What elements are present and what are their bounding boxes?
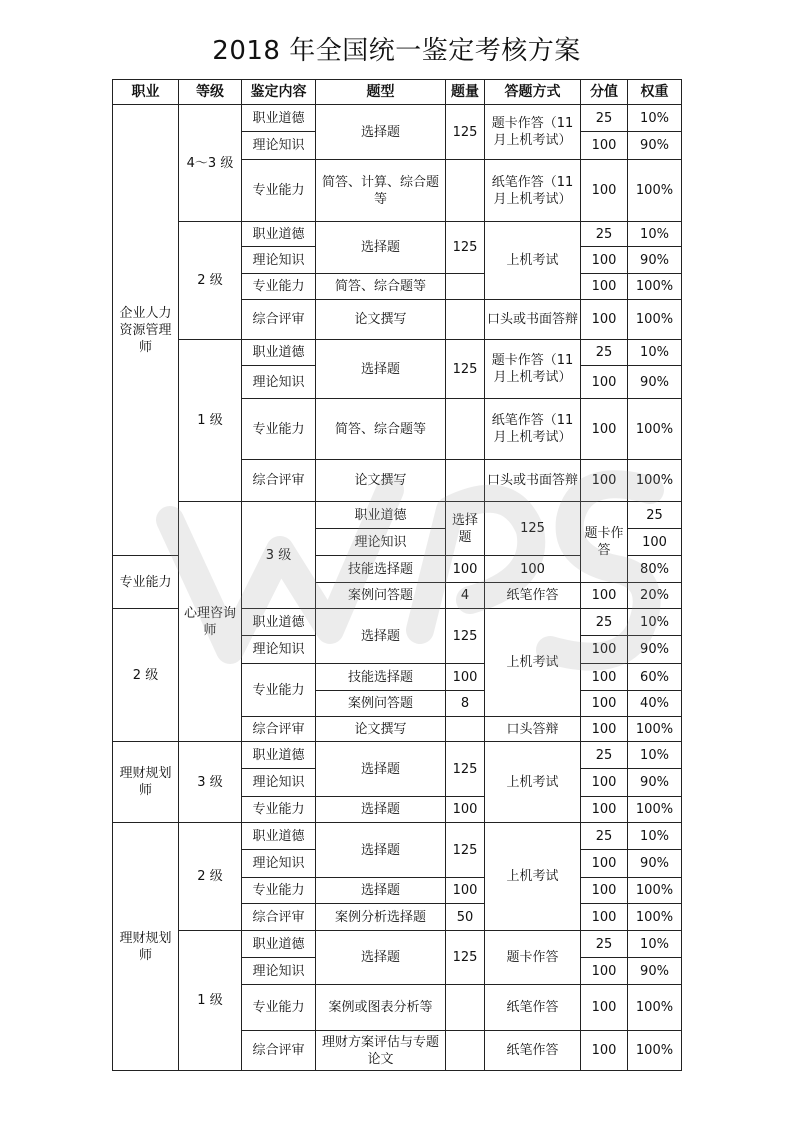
- type-cell: 选择题: [316, 823, 446, 878]
- header-row: [113, 80, 682, 105]
- level-cell: 2 级: [179, 823, 242, 931]
- score-cell: 100: [581, 664, 628, 691]
- weight-cell: 90%: [628, 636, 682, 664]
- content-cell: 职业道德: [242, 609, 316, 636]
- qty-cell: [446, 1031, 485, 1071]
- weight-cell: 100%: [628, 985, 682, 1031]
- score-cell: 100: [581, 636, 628, 664]
- method-cell: 纸笔作答: [485, 1031, 581, 1071]
- type-cell: 案例问答题: [316, 691, 446, 717]
- weight-cell: 90%: [628, 132, 682, 160]
- header-occupation: 职业: [113, 80, 179, 105]
- level-cell: 3 级: [179, 742, 242, 823]
- weight-cell: 90%: [628, 769, 682, 797]
- weight-cell: 100%: [628, 460, 682, 502]
- score-cell: 100: [581, 399, 628, 460]
- weight-cell: 100%: [628, 878, 682, 904]
- table-row: [113, 742, 682, 769]
- occupation-cell: 理财规划师: [113, 742, 179, 823]
- score-cell: 100: [581, 958, 628, 985]
- method-cell: 题卡作答: [581, 502, 628, 583]
- score-cell: 100: [581, 985, 628, 1031]
- content-cell: 职业道德: [242, 742, 316, 769]
- header-weight: 权重: [628, 80, 682, 105]
- page-title: 2018 年全国统一鉴定考核方案: [212, 36, 581, 66]
- qty-cell: 100: [446, 878, 485, 904]
- level-cell: 1 级: [179, 340, 242, 502]
- qty-cell: [446, 160, 485, 222]
- content-cell: 理论知识: [242, 850, 316, 878]
- type-cell: 论文撰写: [316, 717, 446, 742]
- qty-cell: [446, 300, 485, 340]
- score-cell: 100: [581, 878, 628, 904]
- method-cell: 口头答辩: [485, 717, 581, 742]
- type-cell: 技能选择题: [316, 556, 446, 583]
- type-cell: 选择题: [316, 742, 446, 797]
- weight-cell: 100%: [628, 717, 682, 742]
- score-cell: 100: [581, 274, 628, 300]
- weight-cell: 10%: [628, 931, 682, 958]
- method-cell: 题卡作答（11 月上机考试）: [485, 105, 581, 160]
- type-cell: 选择题: [446, 502, 485, 556]
- table-row: [113, 222, 682, 247]
- score-cell: 100: [581, 132, 628, 160]
- weight-cell: 10%: [628, 742, 682, 769]
- weight-cell: 40%: [628, 691, 682, 717]
- qty-cell: 125: [446, 105, 485, 160]
- qty-cell: 100: [446, 556, 485, 583]
- qty-cell: 100: [446, 664, 485, 691]
- content-cell: 职业道德: [242, 823, 316, 850]
- method-cell: 口头或书面答辩: [485, 300, 581, 340]
- weight-cell: 90%: [628, 247, 682, 274]
- qty-cell: 125: [485, 502, 581, 556]
- content-cell: 综合评审: [242, 1031, 316, 1071]
- content-cell: 专业能力: [242, 878, 316, 904]
- score-cell: 100: [581, 247, 628, 274]
- qty-cell: 8: [446, 691, 485, 717]
- content-cell: 理论知识: [316, 529, 446, 556]
- method-cell: 上机考试: [485, 222, 581, 300]
- qty-cell: 125: [446, 609, 485, 664]
- content-cell: 职业道德: [242, 931, 316, 958]
- score-cell: 100: [581, 300, 628, 340]
- table-row: [113, 823, 682, 850]
- occupation-cell: 心理咨询师: [179, 502, 242, 742]
- qty-cell: 125: [446, 340, 485, 399]
- content-cell: 专业能力: [113, 556, 179, 609]
- weight-cell: 100%: [628, 797, 682, 823]
- content-cell: 综合评审: [242, 300, 316, 340]
- content-cell: 理论知识: [242, 247, 316, 274]
- exam-plan-table: [112, 79, 682, 1071]
- weight-cell: 10%: [628, 222, 682, 247]
- content-cell: 职业道德: [242, 222, 316, 247]
- type-cell: 案例分析选择题: [316, 904, 446, 931]
- method-cell: 口头或书面答辩: [485, 460, 581, 502]
- weight-cell: 100%: [628, 1031, 682, 1071]
- qty-cell: 125: [446, 931, 485, 985]
- table-row: [113, 340, 682, 366]
- score-cell: 25: [581, 222, 628, 247]
- weight-cell: 100%: [628, 160, 682, 222]
- score-cell: 100: [581, 717, 628, 742]
- content-cell: 专业能力: [242, 797, 316, 823]
- weight-cell: 100%: [628, 399, 682, 460]
- content-cell: 理论知识: [242, 636, 316, 664]
- level-cell: 2 级: [179, 222, 242, 340]
- weight-cell: 10%: [628, 340, 682, 366]
- method-cell: 上机考试: [485, 742, 581, 823]
- method-cell: 题卡作答: [485, 931, 581, 985]
- qty-cell: 125: [446, 823, 485, 878]
- header-level: 等级: [179, 80, 242, 105]
- score-cell: 100: [581, 850, 628, 878]
- weight-cell: 10%: [628, 609, 682, 636]
- type-cell: 选择题: [316, 878, 446, 904]
- score-cell: 100: [581, 366, 628, 399]
- occupation-cell: 理财规划师: [113, 823, 179, 1071]
- score-cell: 25: [581, 340, 628, 366]
- content-cell: 专业能力: [242, 160, 316, 222]
- weight-cell: 100%: [628, 300, 682, 340]
- weight-cell: 100%: [628, 274, 682, 300]
- type-cell: 技能选择题: [316, 664, 446, 691]
- content-cell: 专业能力: [242, 664, 316, 717]
- occupation-cell: 企业人力资源管理师: [113, 105, 179, 556]
- type-cell: 简答、综合题等: [316, 399, 446, 460]
- qty-cell: [446, 985, 485, 1031]
- qty-cell: 125: [446, 742, 485, 797]
- qty-cell: [446, 274, 485, 300]
- header-score: 分值: [581, 80, 628, 105]
- type-cell: 案例问答题: [316, 583, 446, 609]
- content-cell: 综合评审: [242, 460, 316, 502]
- score-cell: 25: [581, 742, 628, 769]
- content-cell: 职业道德: [242, 105, 316, 132]
- table-row: [113, 502, 682, 529]
- weight-cell: 90%: [628, 850, 682, 878]
- score-cell: 25: [581, 931, 628, 958]
- level-cell: 3 级: [242, 502, 316, 609]
- type-cell: 论文撰写: [316, 460, 446, 502]
- type-cell: 选择题: [316, 105, 446, 160]
- content-cell: 理论知识: [242, 366, 316, 399]
- score-cell: 100: [581, 797, 628, 823]
- score-cell: 25: [581, 105, 628, 132]
- score-cell: 100: [628, 529, 682, 556]
- header-question-type: 题型: [316, 80, 446, 105]
- table-row: [113, 931, 682, 958]
- type-cell: 选择题: [316, 222, 446, 274]
- weight-cell: 10%: [628, 105, 682, 132]
- weight-cell: 100%: [628, 904, 682, 931]
- score-cell: 100: [581, 691, 628, 717]
- score-cell: 100: [581, 460, 628, 502]
- header-content: 鉴定内容: [242, 80, 316, 105]
- content-cell: 理论知识: [242, 958, 316, 985]
- level-cell: 4～3 级: [179, 105, 242, 222]
- type-cell: 论文撰写: [316, 300, 446, 340]
- method-cell: 题卡作答（11 月上机考试）: [485, 340, 581, 399]
- content-cell: 综合评审: [242, 717, 316, 742]
- weight-cell: 10%: [628, 823, 682, 850]
- method-cell: 纸笔作答（11 月上机考试）: [485, 399, 581, 460]
- qty-cell: [446, 460, 485, 502]
- content-cell: 专业能力: [242, 274, 316, 300]
- score-cell: 100: [581, 160, 628, 222]
- qty-cell: 100: [446, 797, 485, 823]
- weight-cell: 60%: [628, 664, 682, 691]
- type-cell: 选择题: [316, 797, 446, 823]
- content-cell: 职业道德: [242, 340, 316, 366]
- weight-cell: 90%: [628, 958, 682, 985]
- score-cell: 100: [581, 904, 628, 931]
- qty-cell: 125: [446, 222, 485, 274]
- level-cell: 1 级: [179, 931, 242, 1071]
- score-cell: 100: [581, 1031, 628, 1071]
- score-cell: 100: [581, 583, 628, 609]
- header-quantity: 题量: [446, 80, 485, 105]
- header-answer-method: 答题方式: [485, 80, 581, 105]
- table-row: [113, 105, 682, 132]
- content-cell: 专业能力: [242, 399, 316, 460]
- weight-cell: 20%: [628, 583, 682, 609]
- method-cell: 纸笔作答: [485, 583, 581, 609]
- score-cell: 100: [485, 556, 581, 583]
- method-cell: 纸笔作答: [485, 985, 581, 1031]
- qty-cell: [446, 399, 485, 460]
- weight-cell: 80%: [628, 556, 682, 583]
- score-cell: 25: [581, 609, 628, 636]
- qty-cell: [446, 717, 485, 742]
- qty-cell: 4: [446, 583, 485, 609]
- method-cell: 上机考试: [485, 823, 581, 931]
- qty-cell: 50: [446, 904, 485, 931]
- content-cell: 专业能力: [242, 985, 316, 1031]
- type-cell: 选择题: [316, 340, 446, 399]
- type-cell: 简答、计算、综合题等: [316, 160, 446, 222]
- score-cell: 100: [581, 769, 628, 797]
- score-cell: 25: [628, 502, 682, 529]
- method-cell: 上机考试: [485, 609, 581, 717]
- content-cell: 理论知识: [242, 132, 316, 160]
- type-cell: 选择题: [316, 931, 446, 985]
- weight-cell: 90%: [628, 366, 682, 399]
- type-cell: 简答、综合题等: [316, 274, 446, 300]
- type-cell: 理财方案评估与专题论文: [316, 1031, 446, 1071]
- type-cell: 选择题: [316, 609, 446, 664]
- method-cell: 纸笔作答（11 月上机考试）: [485, 160, 581, 222]
- score-cell: 25: [581, 823, 628, 850]
- content-cell: 综合评审: [242, 904, 316, 931]
- content-cell: 理论知识: [242, 769, 316, 797]
- type-cell: 案例或图表分析等: [316, 985, 446, 1031]
- level-cell: 2 级: [113, 609, 179, 742]
- content-cell: 职业道德: [316, 502, 446, 529]
